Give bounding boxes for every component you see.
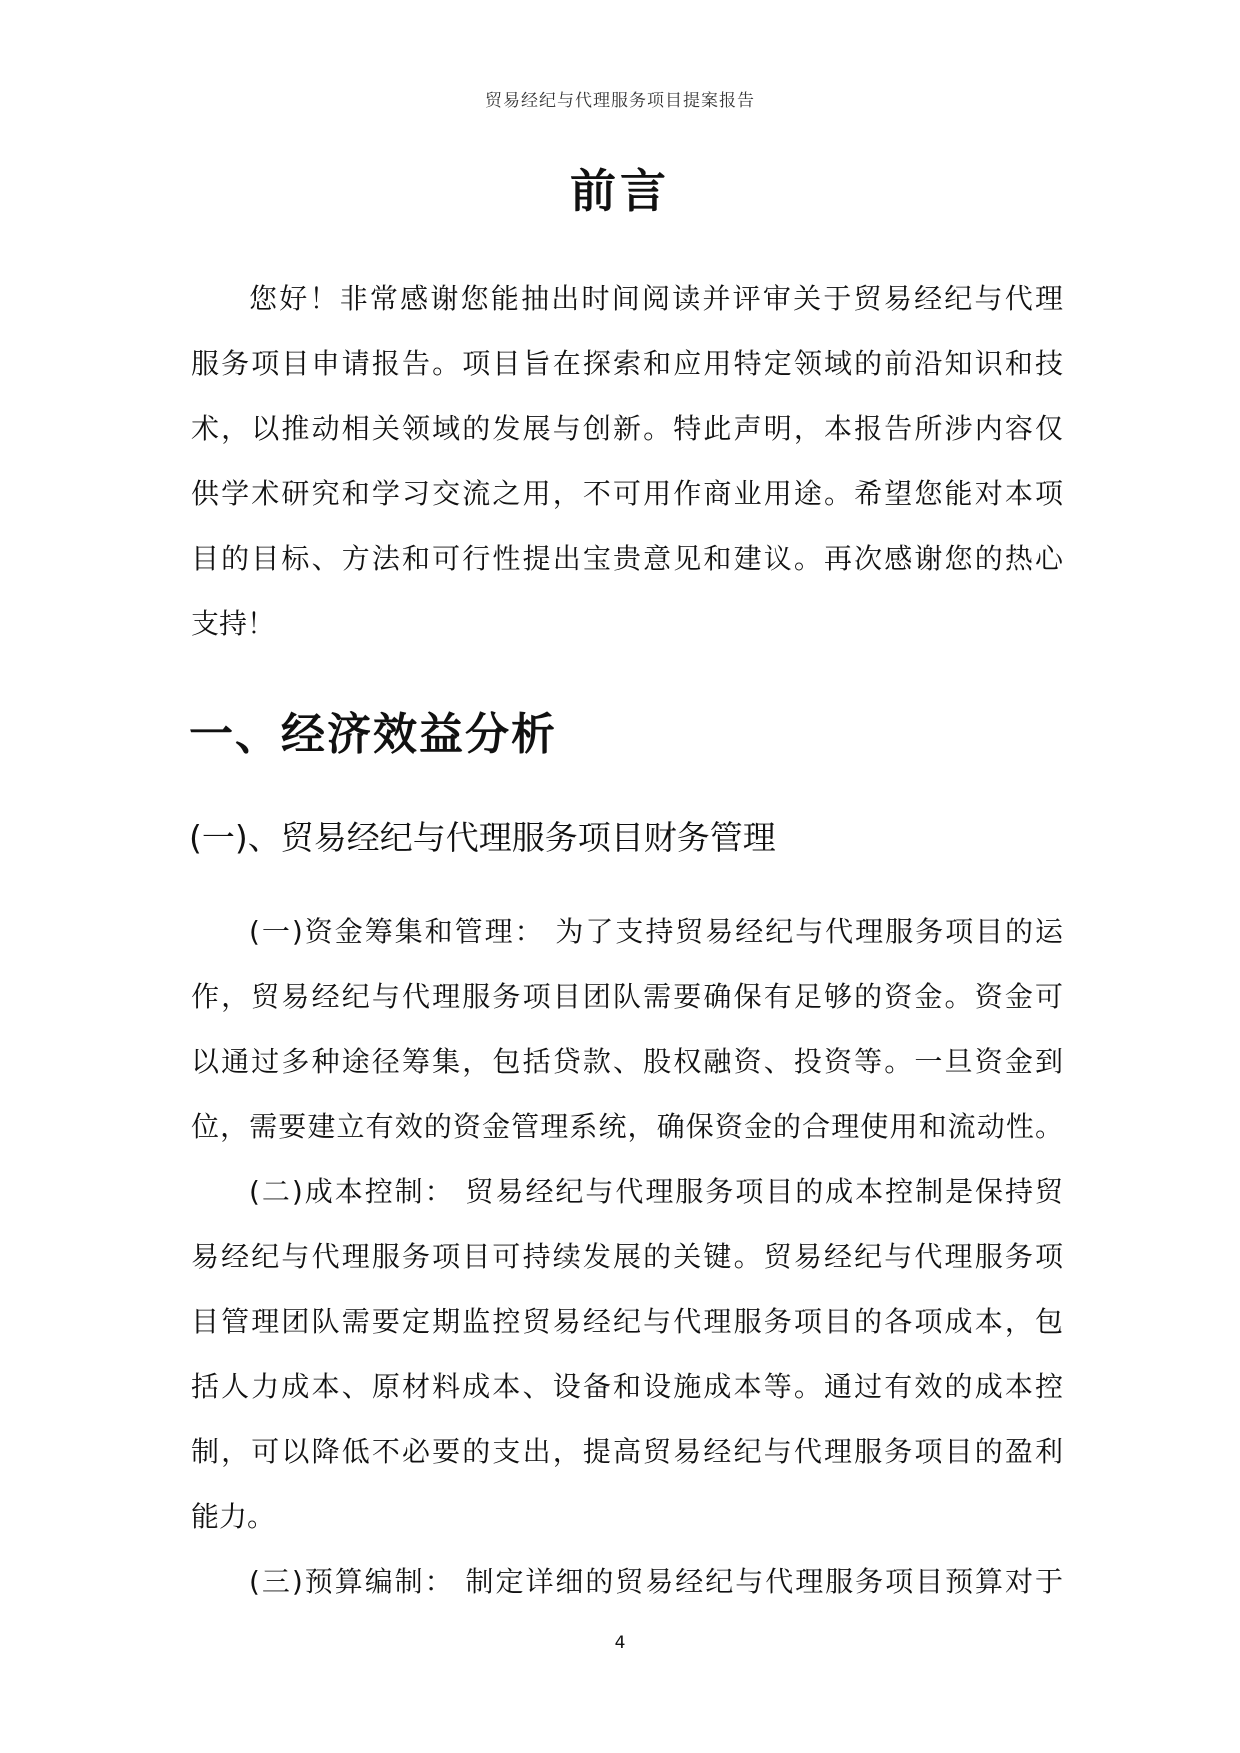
text-line: 易经纪与代理服务项目可持续发展的关键。贸易经纪与代理服务项 [191,1240,1063,1273]
text-line: (一)资金筹集和管理： 为了支持贸易经纪与代理服务项目的运 [249,915,1063,948]
text-line: (二)成本控制： 贸易经纪与代理服务项目的成本控制是保持贸 [249,1175,1063,1208]
text-line: 括人力成本、原材料成本、设备和设施成本等。通过有效的成本控 [191,1370,1063,1403]
text-line: 作，贸易经纪与代理服务项目团队需要确保有足够的资金。资金可 [191,980,1063,1013]
text-line: 能力。 [191,1500,276,1533]
page-title: 前言 [570,164,670,218]
text-line: 服务项目申请报告。项目旨在探索和应用特定领域的前沿知识和技 [191,347,1063,380]
text-line: 位，需要建立有效的资金管理系统，确保资金的合理使用和流动性。 [191,1110,1063,1143]
text-line: 目的目标、方法和可行性提出宝贵意见和建议。再次感谢您的热心 [191,542,1063,575]
text-line: 以通过多种途径筹集，包括贷款、股权融资、投资等。一旦资金到 [191,1045,1063,1078]
page-number: 4 [614,1633,626,1653]
section-heading: 一、经济效益分析 [189,709,557,760]
text-line: 您好！非常感谢您能抽出时间阅读并评审关于贸易经纪与代理 [249,282,1063,315]
subsection-heading: (一)、贸易经纪与代理服务项目财务管理 [189,818,776,857]
text-line: 术，以推动相关领域的发展与创新。特此声明，本报告所涉内容仅 [191,412,1063,445]
text-line: 供学术研究和学习交流之用，不可用作商业用途。希望您能对本项 [191,477,1063,510]
text-line: 目管理团队需要定期监控贸易经纪与代理服务项目的各项成本，包 [191,1305,1063,1338]
text-line: (三)预算编制： 制定详细的贸易经纪与代理服务项目预算对于 [249,1565,1063,1598]
running-header: 贸易经纪与代理服务项目提案报告 [485,91,755,111]
text-line: 制，可以降低不必要的支出，提高贸易经纪与代理服务项目的盈利 [191,1435,1063,1468]
text-line: 支持！ [191,607,276,640]
body-paragraphs [191,899,1063,1614]
preface-paragraph [191,266,1063,656]
